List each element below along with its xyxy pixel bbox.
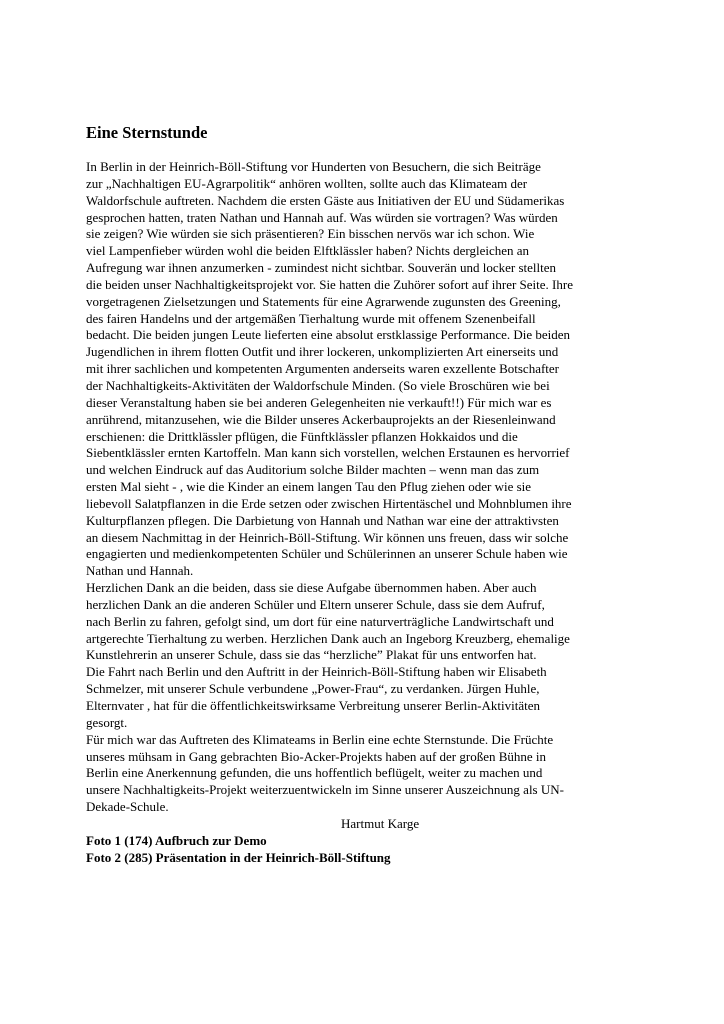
text-line: Die Fahrt nach Berlin und den Auftritt in der Heinrich-Böll-Stiftung haben wir Elisabeth — [86, 664, 547, 680]
paragraph — [86, 664, 642, 731]
text-line: unsere Nachhaltigkeits-Projekt weiterzuentwickeln im Sinne unserer Auszeichnung als UN- — [86, 782, 564, 798]
text-line: gesprochen hatten, traten Nathan und Hannah auf. Was würden sie vortragen? Was würden — [86, 209, 558, 225]
text-line: Dekade-Schule. — [86, 799, 169, 815]
document-title: Eine Sternstunde — [86, 123, 208, 142]
text-line: Herzlichen Dank an die beiden, dass sie diese Aufgabe übernommen haben. Aber auch — [86, 580, 537, 596]
text-line: ersten Mal sieht - , wie die Kinder an einem langen Tau den Pflug ziehen oder wie sie — [86, 479, 532, 495]
text-line: Für mich war das Auftreten des Klimateams in Berlin eine echte Sternstunde. Die Früchte — [86, 731, 554, 747]
paragraph — [86, 732, 642, 816]
document-page — [86, 124, 642, 866]
text-line: Jugendlichen in ihrem flotten Outfit und ihrer lockeren, unkomplizierten Art einerseits und — [86, 344, 559, 360]
text-line: Waldorfschule auftreten. Nachdem die ersten Gäste aus Initiativen der EU und Südamerikas — [86, 192, 565, 208]
text-line: an diesem Nachmittag in der Heinrich-Böll-Stiftung. Wir können uns freuen, dass wir solche — [86, 529, 569, 545]
text-line: Nathan und Hannah. — [86, 563, 194, 579]
text-line: Elternvater , hat für die öffentlichkeitswirksame Verbreitung unserer Berlin-Aktivitäten — [86, 698, 541, 713]
text-line: mit ihrer sachlichen und kompetenten Argumenten anderseits waren exzellente Botschafter — [86, 361, 560, 377]
text-line: herzlichen Dank an die anderen Schüler und Eltern unserer Schule, dass sie dem Aufruf, — [86, 596, 545, 612]
text-line: dieser Veranstaltung haben sie bei anderen Gelegenheiten nie verkauft!!) Für mich war es — [86, 394, 552, 410]
text-line: vorgetragenen Zielsetzungen und Statements für eine Agrarwende zugunsten des Greening, — [86, 293, 561, 309]
text-line: des fairen Handelns und der artgemäßen Tierhaltung wurde mit offenem Szenenbeifall — [86, 310, 536, 326]
text-line: der Nachhaltigkeits-Aktivitäten der Waldorfschule Minden. (So viele Broschüren wie bei — [86, 377, 550, 393]
author-signature: Hartmut Karge — [341, 815, 420, 831]
text-line: Kulturpflanzen pflegen. Die Darbietung von Hannah und Nathan war eine der attraktivsten — [86, 512, 559, 528]
text-line: Siebentklässler ernten Kartoffeln. Man kann sich vorstellen, welchen Erstaunen es hervorrief — [86, 445, 570, 461]
text-line: engagierten und medienkompetenten Schüler und Schülerinnen an unserer Schule haben wie — [86, 546, 568, 562]
text-line: Aufregung war ihnen anzumerken - zumindest nicht sichtbar. Souverän und locker stellten — [86, 260, 557, 276]
document-body — [86, 159, 642, 866]
paragraph — [86, 159, 642, 580]
text-line: zur „Nachhaltigen EU-Agrarpolitik“ anhören wollten, sollte auch das Klimateam der — [86, 175, 528, 191]
text-line: anrührend, mitanzusehen, wie die Bilder unseres Ackerbauprojekts an der Riesenleinwand — [86, 411, 556, 427]
text-line: Berlin eine Anerkennung gefunden, die uns hoffentlich beflügelt, weiter zu machen und — [86, 765, 543, 781]
text-line: gesorgt. — [86, 714, 128, 730]
photo-caption: Foto 1 (174) Aufbruch zur Demo — [86, 832, 267, 848]
text-line: artgerechte Tierhaltung zu werben. Herzlichen Dank auch an Ingeborg Kreuzberg, ehemalige — [86, 630, 570, 646]
text-line: sie zeigen? Wie würden sie sich präsentieren? Ein bisschen nervös war ich schon. Wie — [86, 226, 535, 242]
text-line: die beiden unser Nachhaltigkeitsprojekt vor. Sie hatten die Zuhörer sofort auf ihrer Seite. Ihre — [86, 276, 573, 292]
paragraph — [86, 580, 642, 664]
text-line: bedacht. Die beiden jungen Leute lieferten eine absolut erstklassige Performance. Die beiden — [86, 327, 571, 343]
text-line: unseres mühsam in Gang gebrachten Bio-Acker-Projekts haben auf der großen Bühne in — [86, 748, 547, 764]
text-line: erschienen: die Drittklässler pflügen, die Fünftklässler pflanzen Hokkaidos und die — [86, 428, 518, 444]
text-line: nach Berlin zu fahren, gefolgt sind, um dort für eine naturverträgliche Landwirtschaft und — [86, 613, 554, 629]
text-line: und welchen Eindruck auf das Auditorium solche Bilder machten – wenn man das zum — [86, 462, 540, 478]
text-line: Schmelzer, mit unserer Schule verbundene „Power-Frau“, zu verdanken. Jürgen Huhle, — [86, 681, 540, 697]
text-line: Kunstlehrerin an unserer Schule, dass sie das “herzliche” Plakat für uns entworfen hat. — [86, 647, 537, 663]
text-line: In Berlin in der Heinrich-Böll-Stiftung vor Hunderten von Besuchern, die sich Beiträge — [86, 159, 541, 174]
text-line: liebevoll Salatpflanzen in die Erde setzen oder zwischen Hirtentäschel und Mohnblumen ihre — [86, 495, 572, 511]
photo-caption: Foto 2 (285) Präsentation in der Heinrich-Böll-Stiftung — [86, 849, 391, 865]
text-line: viel Lampenfieber würden wohl die beiden Elftklässler haben? Nichts dergleichen an — [86, 243, 530, 259]
